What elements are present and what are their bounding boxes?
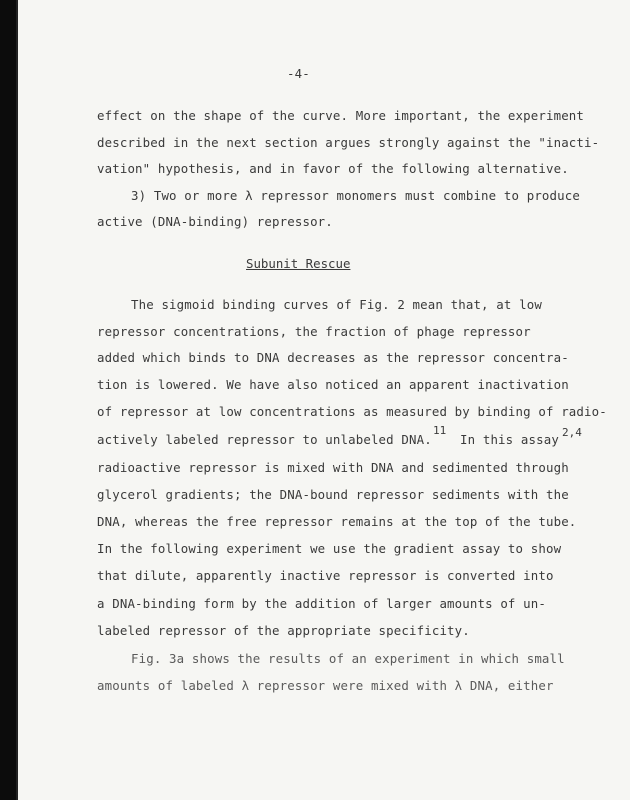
- text-line: DNA, whereas the free repressor remains at the top of the tube.: [97, 514, 577, 529]
- text-line: In this assay: [460, 432, 559, 447]
- text-line: actively labeled repressor to unlabeled DNA.: [97, 432, 432, 447]
- text-line: vation" hypothesis, and in favor of the following alternative.: [97, 161, 569, 176]
- text-line: effect on the shape of the curve. More important, the experiment: [97, 108, 585, 123]
- section-heading: Subunit Rescue: [246, 256, 351, 271]
- text-line: added which binds to DNA decreases as the repressor concentra-: [97, 350, 569, 365]
- scan-edge: [0, 0, 16, 800]
- text-line: of repressor at low concentrations as measured by binding of radio-: [97, 404, 607, 419]
- text-line: The sigmoid binding curves of Fig. 2 mean that, at low: [131, 297, 542, 312]
- text-line: In the following experiment we use the gradient assay to show: [97, 541, 562, 556]
- footnote-ref: 11: [433, 424, 447, 437]
- text-line: labeled repressor of the appropriate specificity.: [97, 623, 470, 638]
- text-line: Fig. 3a shows the results of an experiment in which small: [131, 651, 565, 666]
- text-line: described in the next section argues strongly against the "inacti-: [97, 135, 600, 150]
- text-line: 3) Two or more λ repressor monomers must combine to produce: [131, 188, 580, 203]
- text-line: tion is lowered. We have also noticed an apparent inactivation: [97, 377, 569, 392]
- text-line: that dilute, apparently inactive repressor is converted into: [97, 568, 554, 583]
- footnote-ref: 2,4: [562, 426, 582, 439]
- text-line: amounts of labeled λ repressor were mixed with λ DNA, either: [97, 678, 554, 693]
- text-line: a DNA-binding form by the addition of larger amounts of un-: [97, 596, 546, 611]
- text-line: glycerol gradients; the DNA-bound repressor sediments with the: [97, 487, 569, 502]
- text-line: radioactive repressor is mixed with DNA and sedimented through: [97, 460, 569, 475]
- text-line: active (DNA-binding) repressor.: [97, 214, 333, 229]
- text-line: repressor concentrations, the fraction of phage repressor: [97, 324, 531, 339]
- page-number: -4-: [287, 66, 310, 81]
